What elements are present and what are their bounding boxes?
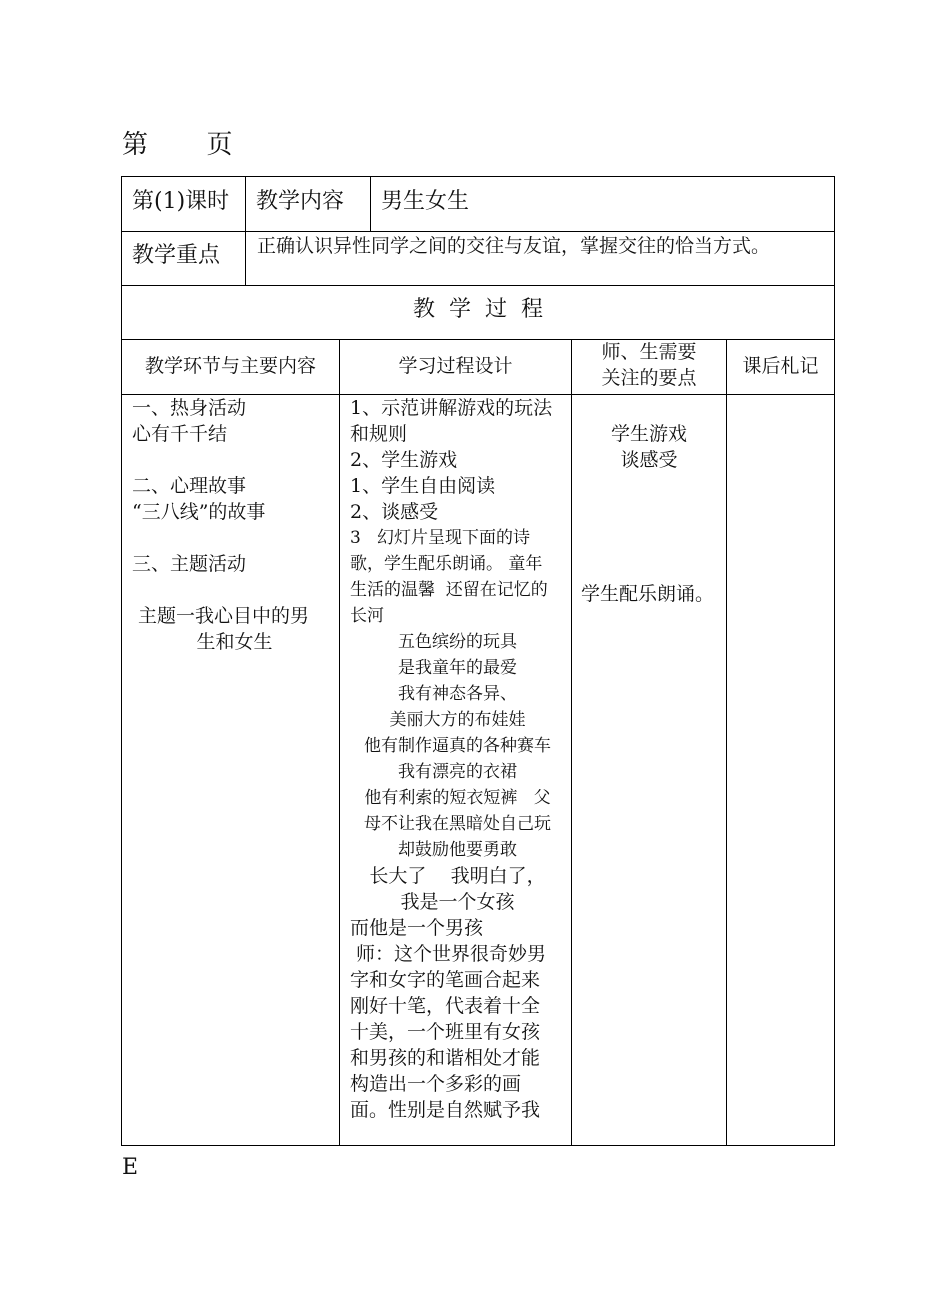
process-title-text: 教 学 过 程	[413, 297, 543, 322]
poem-line: 他有制作逼真的各种赛车	[364, 736, 551, 756]
poem-line: 我有漂亮的衣裙	[398, 762, 517, 782]
segment-line: 心有千千结	[132, 423, 228, 445]
col-header-focus	[572, 339, 726, 391]
segment-line: 一、热身活动	[132, 397, 247, 419]
page-number-label	[122, 124, 233, 161]
col-header-design: 学习过程设计	[398, 355, 513, 377]
design-line: 而他是一个男孩	[350, 917, 484, 939]
poem-line: 美丽大方的布娃娃	[389, 710, 526, 730]
col-divider	[339, 339, 340, 1145]
col-header-focus-line1: 师、生需要	[601, 341, 697, 363]
focus-note-recite: 学生配乐朗诵。	[581, 583, 715, 605]
segment-line	[132, 577, 337, 603]
segment-line: 二、心理故事	[132, 475, 247, 497]
col-divider	[370, 177, 371, 231]
content-label: 教学内容	[256, 189, 345, 214]
lesson-plan-table	[121, 176, 835, 1146]
page-label-di: 第	[122, 130, 149, 160]
segment-line: 生和女生	[196, 631, 273, 653]
poem-line: 他有利索的短衣短裤 父	[364, 788, 551, 808]
poem-line: 长大了 我明白了，	[369, 865, 546, 887]
poem-line: 是我童年的最爱	[398, 658, 517, 678]
segment-line	[132, 447, 337, 473]
poem-line: 却鼓励他要勇敢	[398, 840, 517, 860]
poem-line: 我是一个女孩	[400, 891, 515, 913]
col-header-notes: 课后札记	[742, 355, 819, 377]
row-divider	[122, 231, 834, 232]
design-line: 师：这个世界很奇妙男	[350, 943, 547, 965]
segment-line	[132, 525, 337, 551]
content-value: 男生女生	[381, 189, 470, 214]
segment-line: 三、主题活动	[132, 553, 247, 575]
poem-line: 我有神态各异、	[398, 684, 517, 704]
design-line: 和男孩的和谐相处才能	[350, 1047, 541, 1069]
design-line: 3 幻灯片呈现下面的诗	[350, 528, 531, 548]
design-line: 和规则	[350, 423, 408, 445]
focus-column	[572, 421, 726, 473]
design-line: 1、学生自由阅读	[350, 475, 496, 497]
design-line: 长河	[350, 606, 384, 626]
poem-line: 五色缤纷的玩具	[398, 632, 517, 652]
design-line: 字和女字的笔画合起来	[350, 969, 541, 991]
row-divider	[122, 285, 834, 286]
focus-label: 教学重点	[132, 243, 221, 268]
design-line: 歌，学生配乐朗诵。 童年	[350, 554, 543, 574]
design-column	[350, 395, 565, 1123]
col-divider	[726, 339, 727, 1145]
design-line: 生活的温馨 还留在记忆的	[350, 580, 548, 600]
row-divider	[122, 339, 834, 340]
segment-line: 主题一我心目中的男	[138, 605, 310, 627]
period-label: 第(1)课时	[132, 189, 230, 214]
poem-block	[350, 629, 565, 915]
focus-value: 正确认识异性同学之间的交往与友谊，掌握交往的恰当方式。	[257, 235, 771, 257]
design-line: 1、示范讲解游戏的玩法	[350, 397, 553, 419]
design-line: 2、谈感受	[350, 501, 439, 523]
design-line: 刚好十笔，代表着十全	[350, 995, 541, 1017]
segment-column	[132, 395, 337, 655]
design-line: 面。性别是自然赋予我	[350, 1099, 541, 1121]
col-divider	[245, 177, 246, 285]
design-line: 十美，一个班里有女孩	[350, 1021, 541, 1043]
page-label-ye: 页	[206, 130, 233, 160]
poem-line: 母不让我在黑暗处自己玩	[364, 814, 551, 834]
design-line: 2、学生游戏	[350, 449, 458, 471]
focus-note: 谈感受	[620, 449, 678, 471]
segment-line: “三八线”的故事	[132, 501, 266, 523]
col-header-segment: 教学环节与主要内容	[144, 355, 316, 377]
design-line: 构造出一个多彩的画	[350, 1073, 522, 1095]
focus-note: 学生游戏	[610, 423, 687, 445]
process-title	[122, 297, 834, 323]
footer-mark: E	[122, 1155, 139, 1180]
col-header-focus-line2: 关注的要点	[601, 367, 697, 389]
